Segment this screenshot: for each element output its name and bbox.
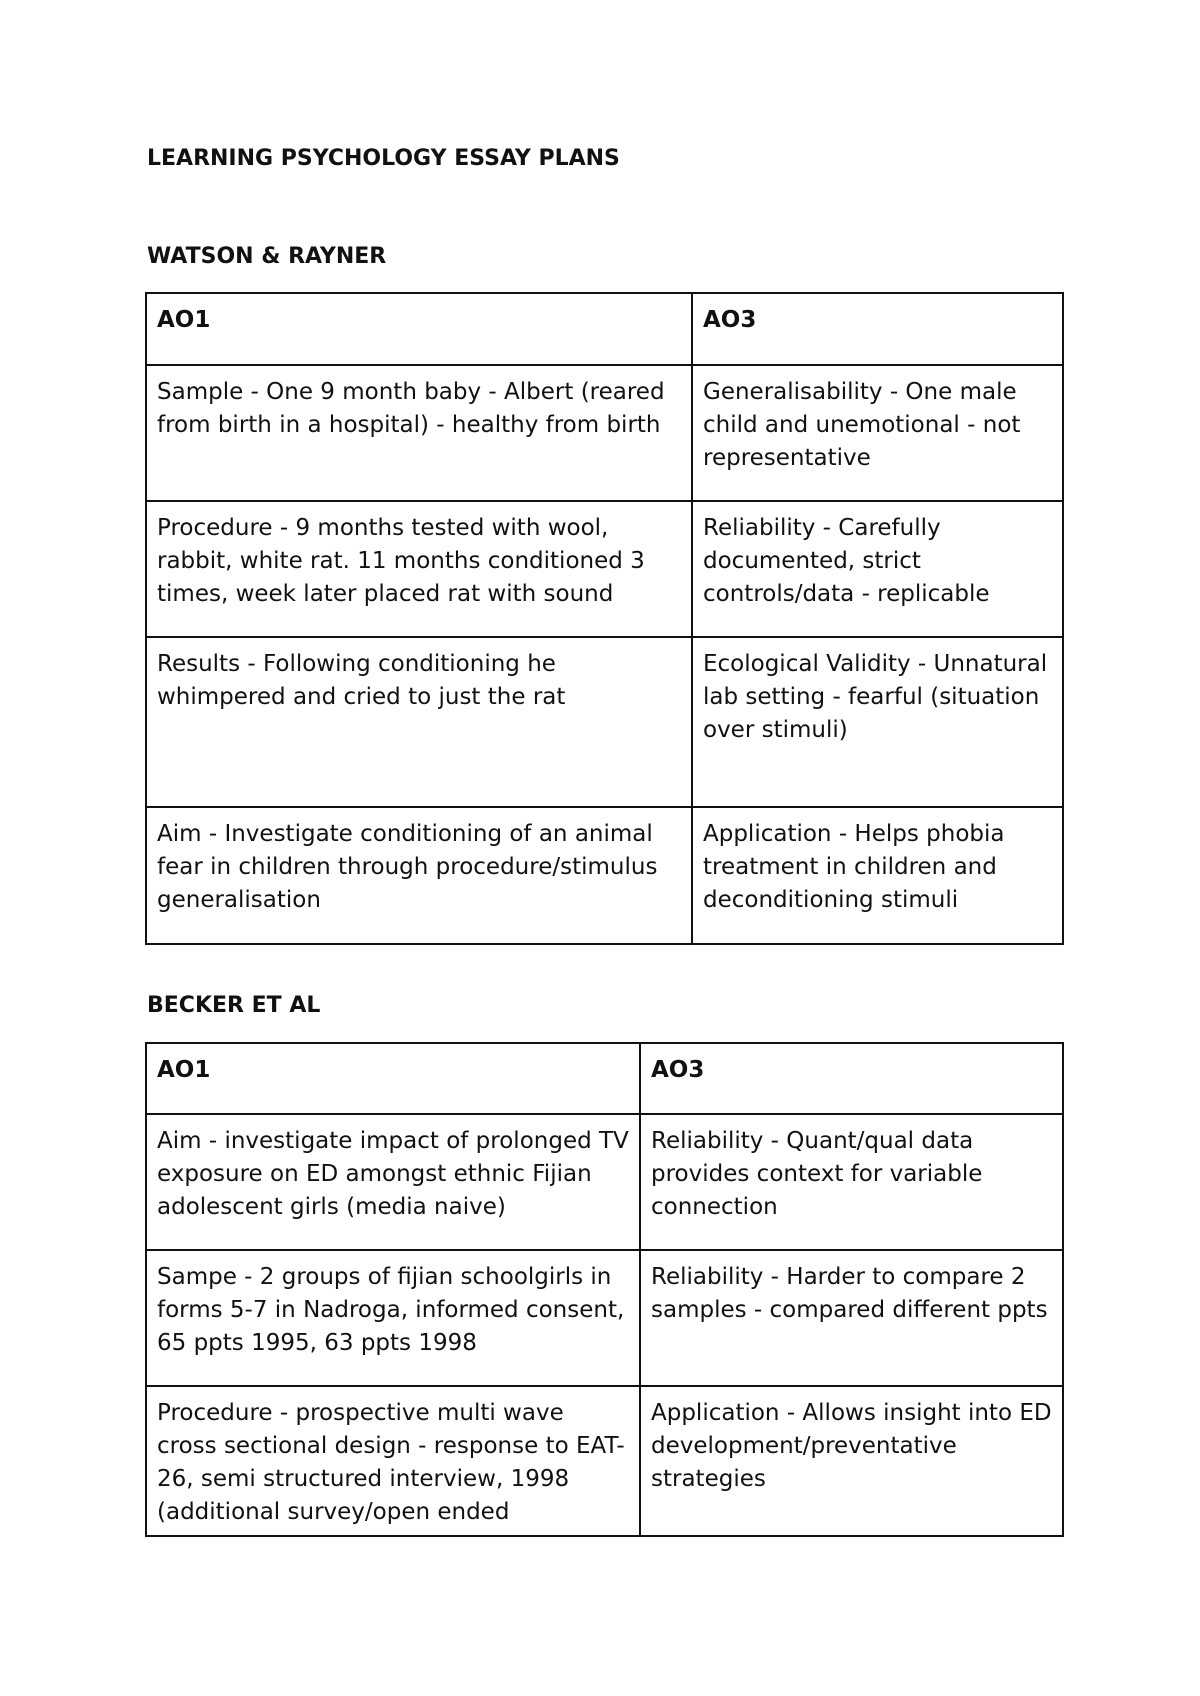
table-row	[146, 1250, 1063, 1386]
ao1-cell: Aim - investigate impact of prolonged TV exposure on ED amongst ethnic Fijian adolescent girls (media naive)	[146, 1114, 640, 1250]
ao3-cell: Ecological Validity - Unnatural lab setting - fearful (situation over stimuli)	[692, 637, 1063, 807]
ao3-cell: Application - Helps phobia treatment in children and deconditioning stimuli	[692, 807, 1063, 944]
table-row	[146, 501, 1063, 637]
ao1-cell: Aim - Investigate conditioning of an animal fear in children through procedure/stimulus generalisation	[146, 807, 692, 944]
ao3-cell: Application - Allows insight into ED development/preventative strategies	[640, 1386, 1063, 1536]
column-header-ao3: AO3	[692, 293, 1063, 365]
table-header-row	[146, 293, 1063, 365]
becker-et-al-table	[145, 1042, 1064, 1537]
section-heading-watson-rayner: WATSON & RAYNER	[147, 244, 387, 269]
ao1-cell: Sample - One 9 month baby - Albert (reared from birth in a hospital) - healthy from birth	[146, 365, 692, 501]
section-heading-becker-et-al: BECKER ET AL	[147, 993, 321, 1018]
ao1-cell: Procedure - prospective multi wave cross sectional design - response to EAT-26, semi structured interview, 1998 (additional survey/open ended	[146, 1386, 640, 1536]
ao1-cell: Results - Following conditioning he whimpered and cried to just the rat	[146, 637, 692, 807]
document-title: LEARNING PSYCHOLOGY ESSAY PLANS	[147, 146, 620, 171]
table-row	[146, 1386, 1063, 1536]
ao3-cell: Reliability - Harder to compare 2 samples - compared different ppts	[640, 1250, 1063, 1386]
ao1-cell: Procedure - 9 months tested with wool, rabbit, white rat. 11 months conditioned 3 times, week later placed rat with sound	[146, 501, 692, 637]
column-header-ao1: AO1	[146, 293, 692, 365]
table-row	[146, 365, 1063, 501]
table-row	[146, 637, 1063, 807]
ao1-cell: Sampe - 2 groups of fijian schoolgirls in forms 5-7 in Nadroga, informed consent, 65 ppts 1995, 63 ppts 1998	[146, 1250, 640, 1386]
ao3-cell: Reliability - Quant/qual data provides context for variable connection	[640, 1114, 1063, 1250]
table-row	[146, 807, 1063, 944]
column-header-ao3: AO3	[640, 1043, 1063, 1114]
table-row	[146, 1114, 1063, 1250]
watson-rayner-table	[145, 292, 1064, 945]
column-header-ao1: AO1	[146, 1043, 640, 1114]
ao3-cell: Generalisability - One male child and unemotional - not representative	[692, 365, 1063, 501]
table-header-row	[146, 1043, 1063, 1114]
ao3-cell: Reliability - Carefully documented, strict controls/data - replicable	[692, 501, 1063, 637]
